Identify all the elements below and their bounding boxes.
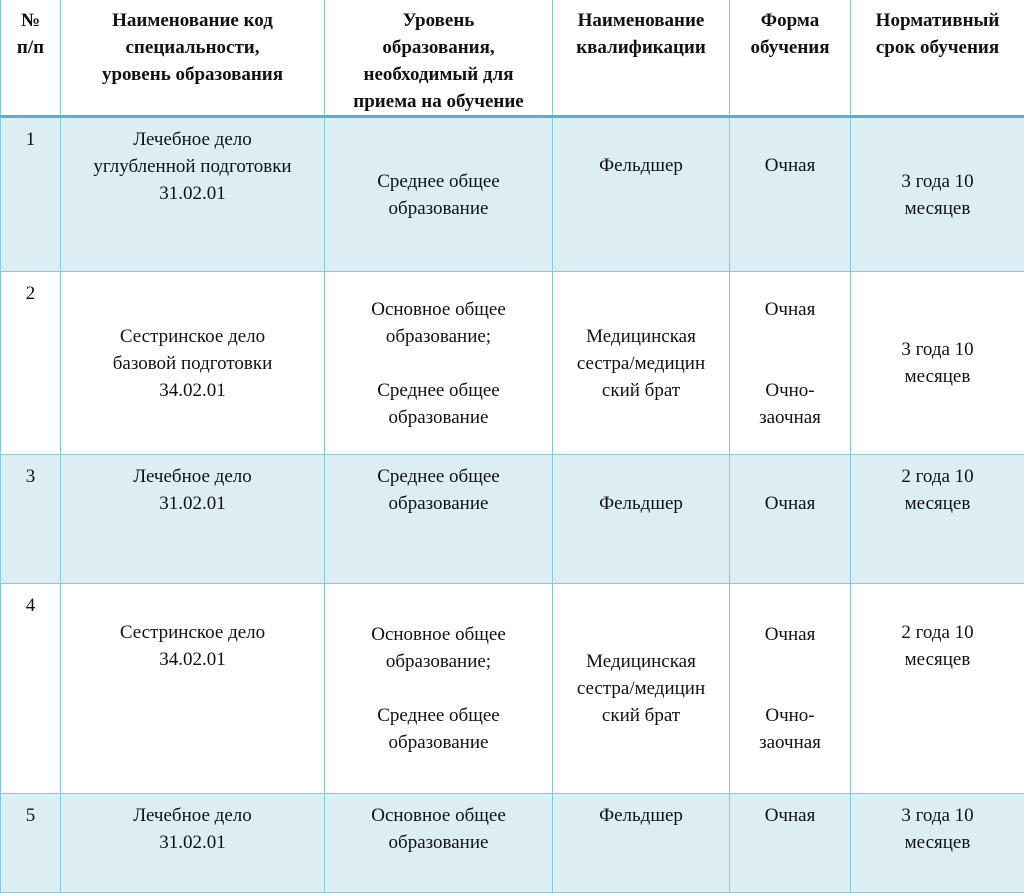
study-term-line: 3 года 10 <box>857 336 1018 363</box>
row-number: 2 <box>1 272 61 455</box>
study-term-cell <box>851 117 1024 272</box>
education-line: образование <box>331 404 546 431</box>
education-level-cell <box>325 117 553 272</box>
header-num-line: п/п <box>7 34 54 61</box>
education-line: Основное общее <box>331 802 546 829</box>
study-term-line: месяцев <box>857 646 1018 673</box>
study-term-line: 2 года 10 <box>857 619 1018 646</box>
study-term-cell <box>851 794 1024 893</box>
study-form-line: заочная <box>736 729 844 756</box>
education-line: Среднее общее <box>331 377 546 404</box>
qualification-cell <box>553 272 730 455</box>
header-qual-line: Наименование <box>559 7 723 34</box>
study-term-line: месяцев <box>857 195 1018 222</box>
study-form-line: Очная <box>736 152 844 179</box>
row-number: 4 <box>1 584 61 794</box>
study-form-line: Очная <box>736 802 844 829</box>
specialty-line: Лечебное дело <box>67 126 318 153</box>
education-line: образование; <box>331 648 546 675</box>
qualification-cell: Фельдшер <box>553 455 730 584</box>
header-qual <box>553 0 730 117</box>
education-level-cell <box>325 272 553 455</box>
study-term-line: 2 года 10 <box>857 463 1018 490</box>
specialty-cell <box>61 455 325 584</box>
education-line: Среднее общее <box>331 702 546 729</box>
qualification-cell: Фельдшер <box>553 794 730 893</box>
qualification-line: Медицинская <box>559 648 723 675</box>
row-number: 3 <box>1 455 61 584</box>
specialty-line: Лечебное дело <box>67 802 318 829</box>
specialty-line: базовой подготовки <box>67 350 318 377</box>
study-form-cell <box>730 584 851 794</box>
study-form-cell <box>730 117 851 272</box>
study-form-line: Очная <box>736 621 844 648</box>
header-term-line: Нормативный <box>857 7 1018 34</box>
specialty-line: Лечебное дело <box>67 463 318 490</box>
header-edu-line: Уровень <box>331 7 546 34</box>
education-line: образование <box>331 729 546 756</box>
specialty-line: 31.02.01 <box>67 180 318 207</box>
table-row <box>1 794 1024 893</box>
header-spec-line: уровень образования <box>67 61 318 88</box>
specialty-cell <box>61 584 325 794</box>
specialty-line: углубленной подготовки <box>67 153 318 180</box>
education-level-cell <box>325 584 553 794</box>
header-qual-line: квалификации <box>559 34 723 61</box>
qualification-line: Медицинская <box>559 323 723 350</box>
specialty-cell <box>61 272 325 455</box>
specialty-line: 34.02.01 <box>67 377 318 404</box>
study-term-line: месяцев <box>857 490 1018 517</box>
study-term-line: месяцев <box>857 829 1018 856</box>
qualification-line: сестра/медицин <box>559 675 723 702</box>
education-line: образование; <box>331 323 546 350</box>
specialty-line: 34.02.01 <box>67 646 318 673</box>
education-level-cell <box>325 455 553 584</box>
header-edu-line: необходимый для <box>331 61 546 88</box>
study-term-line: 3 года 10 <box>857 168 1018 195</box>
header-num <box>1 0 61 117</box>
study-form-cell <box>730 455 851 584</box>
header-term <box>851 0 1024 117</box>
row-number: 5 <box>1 794 61 893</box>
table-row <box>1 117 1024 272</box>
education-line: образование <box>331 195 546 222</box>
header-term-line: срок обучения <box>857 34 1018 61</box>
study-form-cell <box>730 794 851 893</box>
header-edu <box>325 0 553 117</box>
row-number: 1 <box>1 117 61 272</box>
header-edu-line: образования, <box>331 34 546 61</box>
qualification-cell: Фельдшер <box>553 117 730 272</box>
education-line: Основное общее <box>331 296 546 323</box>
study-term-cell <box>851 455 1024 584</box>
qualification-line: сестра/медицин <box>559 350 723 377</box>
specialty-cell <box>61 794 325 893</box>
qualification-line: ский брат <box>559 377 723 404</box>
header-form-line: Форма <box>736 7 844 34</box>
header-spec-line: специальности, <box>67 34 318 61</box>
study-form-line: Очно- <box>736 377 844 404</box>
qualification-cell <box>553 584 730 794</box>
header-num-line: № <box>7 7 54 34</box>
education-line: образование <box>331 829 546 856</box>
study-term-line: месяцев <box>857 363 1018 390</box>
education-level-cell <box>325 794 553 893</box>
study-term-cell <box>851 272 1024 455</box>
education-line: Среднее общее <box>331 168 546 195</box>
table-row <box>1 455 1024 584</box>
study-term-cell <box>851 584 1024 794</box>
education-line: образование <box>331 490 546 517</box>
header-spec <box>61 0 325 117</box>
specialty-line: 31.02.01 <box>67 490 318 517</box>
study-form-line: Очная <box>736 490 844 517</box>
header-edu-line: приема на обучение <box>331 88 546 115</box>
header-form <box>730 0 851 117</box>
education-line: Среднее общее <box>331 463 546 490</box>
study-form-cell <box>730 272 851 455</box>
study-form-line: Очно- <box>736 702 844 729</box>
study-form-line: заочная <box>736 404 844 431</box>
study-term-line: 3 года 10 <box>857 802 1018 829</box>
header-form-line: обучения <box>736 34 844 61</box>
specialty-cell <box>61 117 325 272</box>
table-row <box>1 272 1024 455</box>
header-spec-line: Наименование код <box>67 7 318 34</box>
qualification-line: ский брат <box>559 702 723 729</box>
specialty-line: Сестринское дело <box>67 323 318 350</box>
specialty-line: 31.02.01 <box>67 829 318 856</box>
table-row <box>1 584 1024 794</box>
header-row <box>1 0 1024 117</box>
specialty-line: Сестринское дело <box>67 619 318 646</box>
study-form-line: Очная <box>736 296 844 323</box>
education-line: Основное общее <box>331 621 546 648</box>
